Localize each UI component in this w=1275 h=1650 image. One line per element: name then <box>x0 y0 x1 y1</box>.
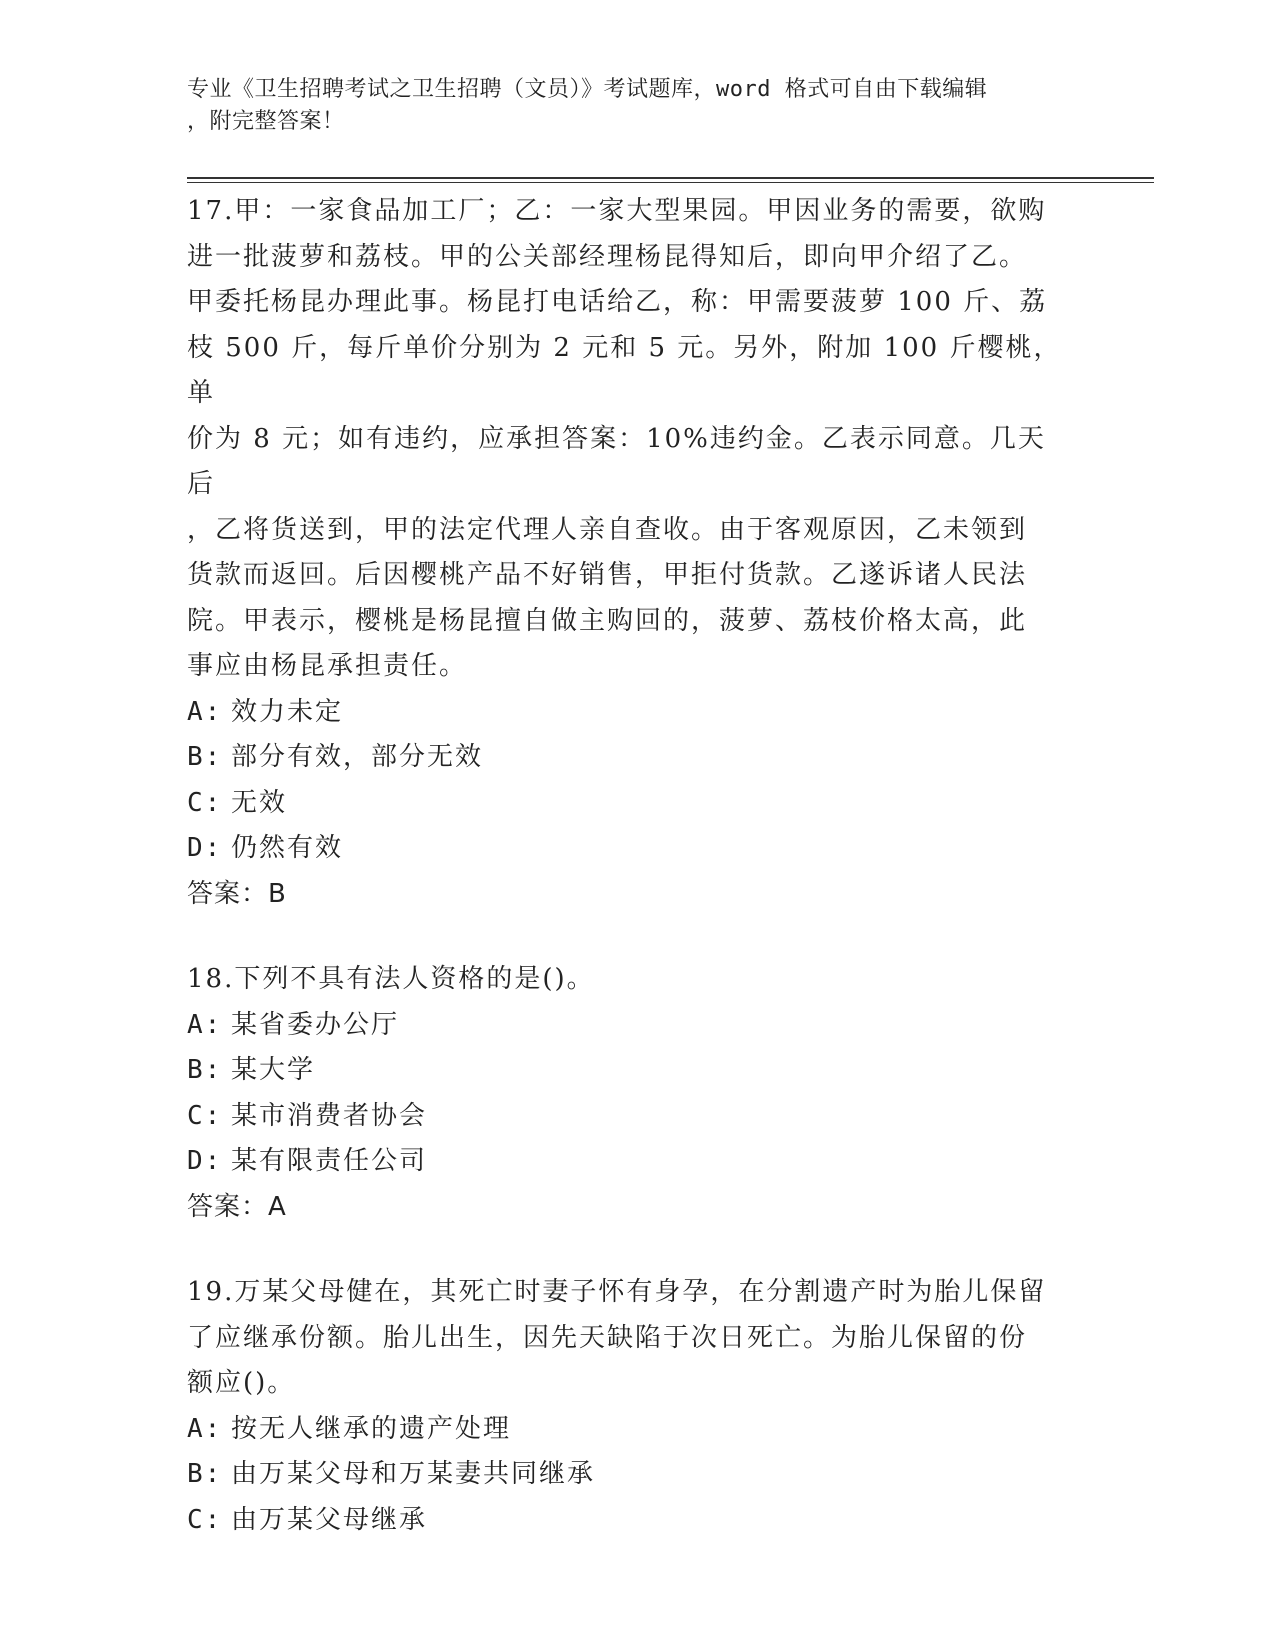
option-c <box>187 781 1067 827</box>
header-line-1: 专业《卫生招聘考试之卫生招聘（文员）》考试题库，word 格式可自由下载编辑 <box>187 77 988 102</box>
header-divider-thin <box>187 182 1154 183</box>
option-text: 由万某父母和万某妻共同继承 <box>231 1459 596 1489</box>
option-key: C: <box>187 1504 223 1535</box>
option-b <box>187 735 1067 781</box>
option-text: 效力未定 <box>231 696 344 727</box>
question-stem-line: 17.甲：一家食品加工厂；乙：一家大型果园。甲因业务的需要，欲购 <box>187 196 1047 226</box>
option-d <box>187 826 1067 872</box>
option-key: A: <box>187 1413 223 1444</box>
option-key: B: <box>187 1459 223 1489</box>
question-stem-line: 价为 8 元；如有违约，应承担答案：10%违约金。乙表示同意。几天后 <box>187 423 1046 499</box>
option-a <box>187 1003 1067 1049</box>
header-line-2: ，附完整答案！ <box>187 109 345 134</box>
question-stem-line: 进一批菠萝和荔枝。甲的公关部经理杨昆得知后，即向甲介绍了乙。 <box>187 241 1028 272</box>
option-key: C: <box>187 1100 223 1131</box>
question-stem-line: 院。甲表示，樱桃是杨昆擅自做主购回的，菠萝、荔枝价格太高，此 <box>187 605 1028 636</box>
question-18 <box>187 957 1067 1230</box>
question-17 <box>187 189 1067 917</box>
option-text: 某大学 <box>231 1055 316 1085</box>
answer-line: 答案：A <box>187 1191 287 1222</box>
question-stem-line: 事应由杨昆承担责任。 <box>187 651 468 681</box>
question-stem-line: 了应继承份额。胎儿出生，因先天缺陷于次日死亡。为胎儿保留的份 <box>187 1322 1028 1353</box>
option-d <box>187 1139 1067 1185</box>
option-key: B: <box>187 1055 223 1085</box>
question-list <box>187 189 1067 1583</box>
option-b <box>187 1048 1067 1094</box>
option-a <box>187 690 1067 736</box>
option-key: B: <box>187 742 223 772</box>
header-divider-thick <box>187 177 1154 179</box>
question-stem-line: 甲委托杨昆办理此事。杨昆打电话给乙，称：甲需要菠萝 100 斤、荔 <box>187 287 1048 317</box>
option-key: C: <box>187 787 223 818</box>
option-b <box>187 1452 1067 1498</box>
option-key: D: <box>187 833 223 863</box>
option-text: 由万某父母继承 <box>231 1504 428 1535</box>
option-c <box>187 1094 1067 1140</box>
question-stem-line: 额应()。 <box>187 1368 296 1398</box>
option-a <box>187 1407 1067 1453</box>
option-text: 某市消费者协会 <box>231 1100 428 1131</box>
question-stem-line: ，乙将货送到，甲的法定代理人亲自查收。由于客观原因，乙未领到 <box>187 514 1028 545</box>
option-text: 某有限责任公司 <box>231 1146 428 1176</box>
option-key: A: <box>187 1009 223 1040</box>
question-stem-line: 枝 500 斤，每斤单价分别为 2 元和 5 元。另外，附加 100 斤樱桃，单 <box>187 332 1062 408</box>
document-header <box>187 74 1067 138</box>
option-c <box>187 1498 1067 1544</box>
question-stem-line: 货款而返回。后因樱桃产品不好销售，甲拒付货款。乙遂诉诸人民法 <box>187 560 1028 590</box>
option-text: 某省委办公厅 <box>231 1009 400 1040</box>
question-stem-line: 19.万某父母健在，其死亡时妻子怀有身孕，在分割遗产时为胎儿保留 <box>187 1277 1047 1307</box>
option-text: 按无人继承的遗产处理 <box>231 1413 512 1444</box>
option-key: D: <box>187 1146 223 1176</box>
answer-line: 答案：B <box>187 878 287 909</box>
option-text: 部分有效，部分无效 <box>231 742 484 772</box>
option-key: A: <box>187 696 223 727</box>
question-stem-line: 18.下列不具有法人资格的是()。 <box>187 964 595 994</box>
question-19 <box>187 1270 1067 1543</box>
option-text: 仍然有效 <box>231 833 344 863</box>
option-text: 无效 <box>231 787 288 818</box>
